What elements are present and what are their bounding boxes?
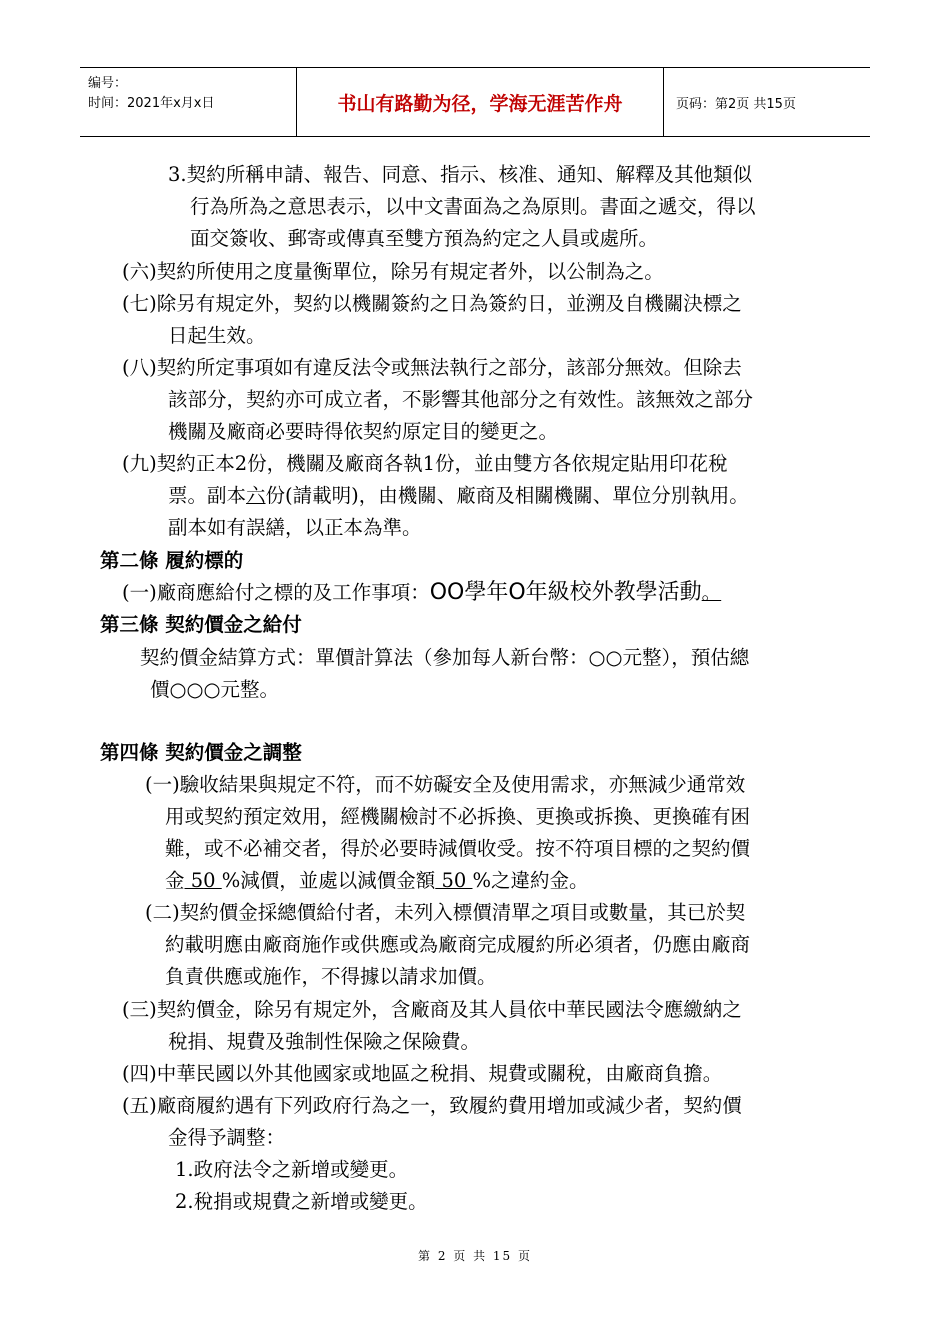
underlined-value: 50 — [435, 869, 473, 892]
body-line: 面交簽收、郵寄或傳真至雙方預為約定之人員或處所。 — [190, 227, 659, 250]
body-line: (四)中華民國以外其他國家或地區之稅捐、規費或關稅，由廠商負擔。 — [122, 1062, 723, 1085]
body-text: 。 — [701, 581, 722, 604]
page-footer: 第 2 页 共 15 页 — [418, 1249, 532, 1263]
body-line: 3.契約所稱申請、報告、同意、指示、核准、通知、解釋及其他類似 — [168, 163, 753, 186]
document-date: 时间：2021年x月x日 — [88, 96, 215, 111]
header-page-info: 页码：第2页 共15页 — [676, 96, 796, 112]
document-number: 编号： — [88, 76, 128, 91]
body-line: (七)除另有規定外，契約以機關簽約之日為簽約日，並溯及自機關決標之 — [122, 292, 742, 315]
body-line: 難，或不必補交者，得於必要時減價收受。按不符項目標的之契約價 — [165, 837, 751, 860]
body-line: (二)契約價金採總價給付者，未列入標價清單之項目或數量，其已於契 — [145, 901, 746, 924]
body-line: (五)廠商履約遇有下列政府行為之一，致履約費用增加或減少者，契約價 — [122, 1094, 742, 1117]
contract-subject: OO學年O年級校外教學活動 — [429, 580, 702, 605]
body-line: 該部分，契約亦可成立者，不影響其他部分之有效性。該無效之部分 — [168, 388, 754, 411]
page-header — [80, 67, 870, 137]
body-text: 份(請載明)，由機關、廠商及相關機關、單位分別執用。 — [265, 484, 749, 507]
body-line — [122, 578, 721, 608]
body-line: (九)契約正本2份，機關及廠商各執1份，並由雙方各依規定貼用印花稅 — [122, 452, 728, 475]
underlined-value: 六 — [246, 484, 266, 507]
header-motto: 书山有路勤为径，学海无涯苦作舟 — [296, 68, 664, 136]
body-line — [165, 866, 589, 896]
body-line: 行為所為之意思表示，以中文書面為之為原則。書面之遞交，得以 — [190, 195, 756, 218]
header-meta — [80, 68, 296, 136]
body-line: 2.稅捐或規費之新增或變更。 — [175, 1190, 428, 1213]
body-line: 用或契約預定效用，經機關檢討不必拆換、更換或拆換、更換確有困 — [165, 805, 751, 828]
body-line: (三)契約價金，除另有規定外，含廠商及其人員依中華民國法令應繳納之 — [122, 998, 742, 1021]
body-line: 機關及廠商必要時得依契約原定目的變更之。 — [168, 420, 559, 443]
body-text: 金 — [165, 869, 185, 892]
body-line: (一)驗收結果與規定不符，而不妨礙安全及使用需求，亦無減少通常效 — [145, 773, 746, 796]
underlined-value: 50 — [184, 869, 222, 892]
body-text: %之違約金。 — [472, 869, 589, 892]
article-heading: 第二條 履約標的 — [100, 549, 244, 572]
body-line: 1.政府法令之新增或變更。 — [175, 1158, 409, 1181]
article-heading: 第四條 契約價金之調整 — [100, 741, 302, 764]
body-line: 稅捐、規費及強制性保險之保險費。 — [168, 1030, 481, 1053]
body-line: (八)契約所定事項如有違反法令或無法執行之部分，該部分無效。但除去 — [122, 356, 742, 379]
body-line: 金得予調整： — [168, 1126, 286, 1149]
body-line: (六)契約所使用之度量衡單位，除另有規定者外，以公制為之。 — [122, 260, 664, 283]
body-line: 契約價金結算方式：單價計算法（參加每人新台幣：○○元整），預估總 — [140, 646, 750, 669]
body-text: (一)廠商應給付之標的及工作事項： — [122, 581, 430, 604]
body-text: %減價，並處以減價金額 — [221, 869, 436, 892]
article-heading: 第三條 契約價金之給付 — [100, 613, 302, 636]
body-line: 約載明應由廠商施作或供應或為廠商完成履約所必須者，仍應由廠商 — [165, 933, 751, 956]
body-line: 日起生效。 — [168, 324, 266, 347]
body-line — [168, 481, 749, 511]
body-line: 副本如有誤繕，以正本為準。 — [168, 516, 422, 539]
body-text: 票。副本 — [168, 484, 247, 507]
body-line: 價○○○元整。 — [150, 678, 280, 701]
body-line: 負責供應或施作，不得據以請求加價。 — [165, 965, 497, 988]
